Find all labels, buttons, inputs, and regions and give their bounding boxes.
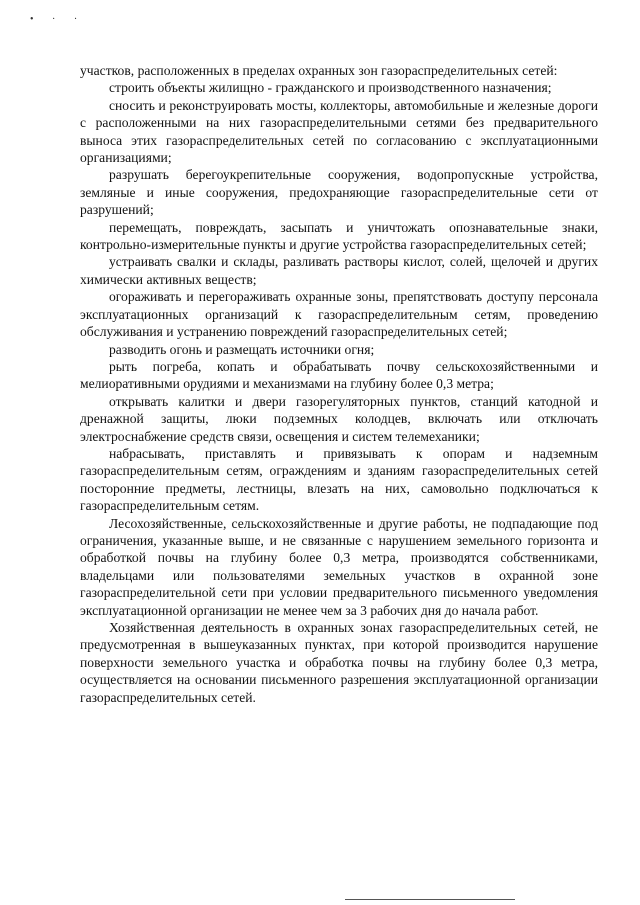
list-item: открывать калитки и двери газорегуляторных пунктов, станций катодной и дренажной защиты, люки подземных колодцев, включать или отключать электроснабжение средств связи, освещения и систем телемеханики; (80, 393, 598, 444)
list-item: огораживать и перегораживать охранные зоны, препятствовать доступу персонала эксплуатационных организаций к газораспределительным сетям, проведению обслуживания и устранению повреждений газораспределительных сетей; (80, 289, 598, 340)
list-item: разрушать берегоукрепительные сооружения, водопропускные устройства, земляные и иные сооружения, предохраняющие газораспределительные сети от разрушений; (80, 167, 598, 218)
list-item: разводить огонь и размещать источники огня; (109, 341, 375, 357)
list-item: набрасывать, приставлять и привязывать к опорам и надземным газораспределительным сетям, ограждениям и зданиям газораспределительных сетей посторонние предметы, лестницы, влезать на них, самовольно подключаться к газораспределительным сетям. (80, 445, 598, 514)
list-item: сносить и реконструировать мосты, коллекторы, автомобильные и железные дороги с расположенными на них газораспределительными сетями без предварительного выноса этих газораспределительных сетей по согласованию с эксплуатационными организациями; (80, 97, 598, 166)
paragraph-economic-activity: Хозяйственная деятельность в охранных зонах газораспределительных сетей, не предусмотренная в вышеуказанных пунктах, при которой производится нарушение поверхности земельного участка и обработка почвы на глубину более 0,3 метра, осуществляется на основании письменного разрешения эксплуатационной организации газораспределительных сетей. (80, 620, 598, 705)
list-item: строить объекты жилищно - гражданского и производственного назначения; (109, 80, 552, 96)
document-body (80, 62, 598, 706)
list-item: перемещать, повреждать, засыпать и уничтожать опознавательные знаки, контрольно-измерительные пункты и другие устройства газораспределительных сетей; (80, 219, 598, 253)
scan-marks: • · · (30, 14, 86, 25)
bottom-rule (345, 899, 515, 900)
paragraph-other-works: Лесохозяйственные, сельскохозяйственные и другие работы, не подпадающие под ограничения, указанные выше, и не связанные с нарушением земельного горизонта и обработкой почвы на глубину более 0,3 метра, производятся собственниками, владельцами или пользователями земельных участков в охранной зоне газораспределительной сети при условии предварительного письменного уведомления эксплуатационной организации не менее чем за 3 рабочих дня до начала работ. (80, 515, 598, 618)
list-item: рыть погреба, копать и обрабатывать почву сельскохозяйственными и мелиоративными орудиями и механизмами на глубину более 0,3 метра; (80, 358, 598, 392)
list-item: устраивать свалки и склады, разливать растворы кислот, солей, щелочей и других химически активных веществ; (80, 254, 598, 287)
paragraph-intro: участков, расположенных в пределах охранных зон газораспределительных сетей: (80, 63, 558, 78)
